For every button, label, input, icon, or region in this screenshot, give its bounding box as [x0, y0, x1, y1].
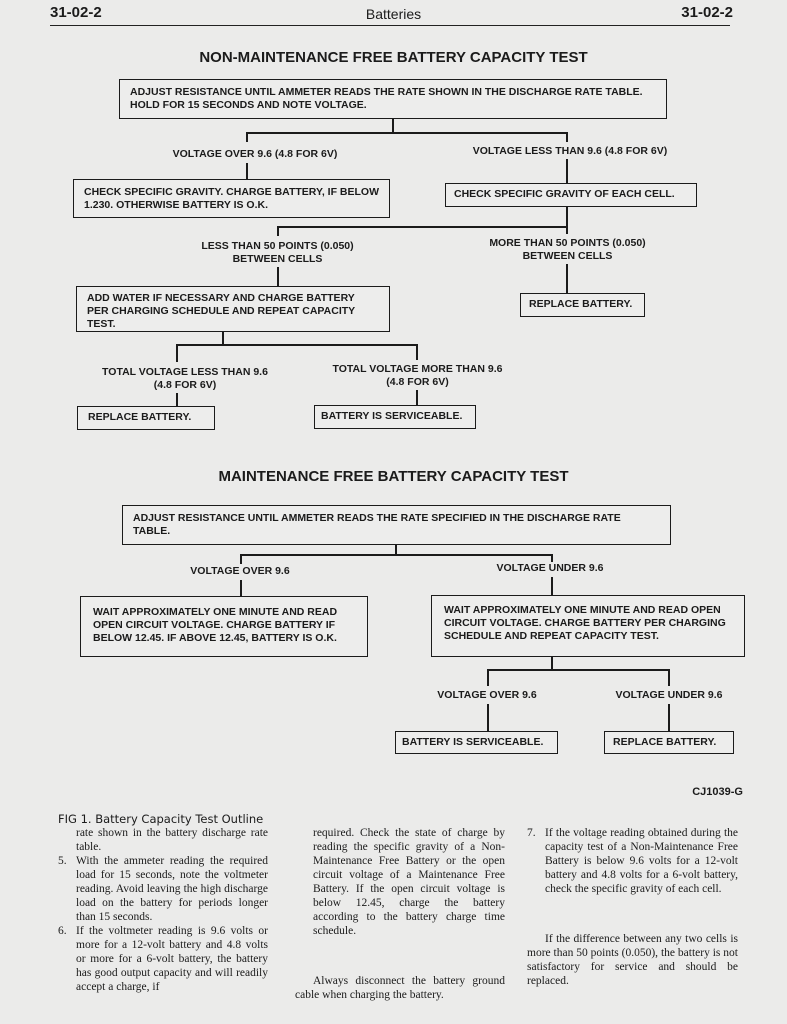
page-number-left: 31-02-2	[50, 4, 102, 21]
connector	[566, 207, 568, 227]
nmf-more-50-label: MORE THAN 50 POINTS (0.050) BETWEEN CELLS	[489, 237, 646, 262]
nmf-check-gravity-box: CHECK SPECIFIC GRAVITY. CHARGE BATTERY, IF BELOW 1.230. OTHERWISE BATTERY IS O.K.	[73, 179, 390, 218]
connector	[240, 580, 242, 597]
nmf-serviceable-box: BATTERY IS SERVICEABLE.	[314, 405, 476, 429]
connector	[566, 159, 568, 183]
mf-voltage-over-label: VOLTAGE OVER 9.6	[190, 565, 290, 577]
text-column-3	[527, 826, 738, 988]
connector	[551, 554, 553, 562]
connector	[246, 132, 568, 134]
connector	[668, 704, 670, 732]
nmf-less-50-label: LESS THAN 50 POINTS (0.050) BETWEEN CELLS	[201, 240, 354, 265]
mf-voltage-under-label: VOLTAGE UNDER 9.6	[496, 562, 604, 574]
list-number: 5.	[58, 855, 67, 867]
connector	[566, 132, 568, 142]
list-number: 7.	[527, 827, 536, 839]
mf-adjust-box: ADJUST RESISTANCE UNTIL AMMETER READS THE RATE SPECIFIED IN THE DISCHARGE RATE TABLE.	[122, 505, 671, 545]
mf-replace-battery-box: REPLACE BATTERY.	[604, 731, 734, 754]
nmf-adjust-box: ADJUST RESISTANCE UNTIL AMMETER READS THE RATE SHOWN IN THE DISCHARGE RATE TABLE. HOLD FOR 15 SECONDS AND NOTE VOLTAGE.	[119, 79, 667, 119]
text-column-2	[295, 826, 505, 1002]
nmf-check-each-cell-box: CHECK SPECIFIC GRAVITY OF EACH CELL.	[445, 183, 697, 207]
mf-wait-right-box: WAIT APPROXIMATELY ONE MINUTE AND READ OPEN CIRCUIT VOLTAGE. CHARGE BATTERY PER CHARGING SCHEDULE AND REPEAT CAPACITY TEST.	[431, 595, 745, 657]
connector	[566, 264, 568, 294]
paragraph: If the voltage reading obtained during the capacity test of a Non-Maintenance Free Battery is below 9.6 volts for a 12-volt battery and 4.8 volts for a 6-volt battery, check the specific gravity of each cell.	[545, 827, 738, 895]
connector	[487, 704, 489, 732]
connector	[392, 119, 394, 133]
mf-serviceable-box: BATTERY IS SERVICEABLE.	[395, 731, 558, 754]
page-number-right: 31-02-2	[681, 4, 733, 21]
figure-caption: FIG 1. Battery Capacity Test Outline	[58, 812, 264, 826]
connector	[240, 554, 553, 556]
connector	[487, 669, 489, 686]
list-number: 6.	[58, 925, 67, 937]
connector	[240, 554, 242, 564]
connector	[277, 226, 568, 228]
connector	[551, 577, 553, 597]
nmf-voltage-over-label: VOLTAGE OVER 9.6 (4.8 FOR 6V)	[172, 148, 338, 160]
mf-title: MAINTENANCE FREE BATTERY CAPACITY TEST	[218, 468, 569, 485]
connector	[176, 393, 178, 407]
connector	[277, 267, 279, 287]
paragraph: With the ammeter reading the required load for 15 seconds, note the voltmeter reading. Avoid leaving the high discharge load on the battery for periods longer than 15 seconds.	[76, 855, 268, 923]
list-item	[527, 826, 738, 896]
connector	[246, 132, 248, 142]
section-title: Batteries	[365, 6, 422, 22]
connector	[668, 669, 670, 686]
text-column-1	[58, 826, 268, 994]
nmf-title: NON-MAINTENANCE FREE BATTERY CAPACITY TEST	[199, 49, 588, 66]
paragraph: required. Check the state of charge by reading the specific gravity of a Non-Maintenance Free Battery or the open circuit voltage of a Maintenance Free Battery. If the open circuit voltage is below 12.45, charge the battery according to the battery charge time schedule.	[313, 827, 505, 937]
nmf-voltage-less-label: VOLTAGE LESS THAN 9.6 (4.8 FOR 6V)	[472, 145, 668, 157]
nmf-replace-battery-box-2: REPLACE BATTERY.	[77, 406, 215, 430]
paragraph: If the difference between any two cells is more than 50 points (0.050), the battery is not satisfactory for service and should be replaced.	[527, 933, 738, 987]
connector	[487, 669, 670, 671]
paragraph: If the voltmeter reading is 9.6 volts or more for a 12-volt battery and 4.8 volts or more for a 6-volt battery, the battery has good output capacity and will readily accept a charge, if	[76, 925, 268, 993]
mf-voltage-under-label-2: VOLTAGE UNDER 9.6	[615, 689, 723, 701]
header-rule	[50, 25, 730, 26]
paragraph: Always disconnect the battery ground cable when charging the battery.	[295, 975, 505, 1001]
connector	[416, 390, 418, 406]
nmf-replace-battery-box-1: REPLACE BATTERY.	[520, 293, 645, 317]
connector	[246, 163, 248, 180]
mf-voltage-over-label-2: VOLTAGE OVER 9.6	[437, 689, 537, 701]
list-item	[58, 854, 268, 924]
figure-code: CJ1039-G	[692, 786, 743, 798]
nmf-add-water-box: ADD WATER IF NECESSARY AND CHARGE BATTERY PER CHARGING SCHEDULE AND REPEAT CAPACITY TEST.	[76, 286, 390, 332]
nmf-total-less-label: TOTAL VOLTAGE LESS THAN 9.6 (4.8 FOR 6V)	[102, 366, 268, 391]
connector	[416, 344, 418, 360]
connector	[176, 344, 418, 346]
mf-wait-left-box: WAIT APPROXIMATELY ONE MINUTE AND READ OPEN CIRCUIT VOLTAGE. CHARGE BATTERY IF BELOW 12.45. IF ABOVE 12.45, BATTERY IS O.K.	[80, 596, 368, 657]
connector	[176, 344, 178, 362]
list-item	[58, 924, 268, 994]
nmf-total-more-label: TOTAL VOLTAGE MORE THAN 9.6 (4.8 FOR 6V)	[332, 363, 503, 388]
connector	[277, 226, 279, 236]
paragraph: rate shown in the battery discharge rate table.	[76, 827, 268, 853]
connector	[566, 226, 568, 234]
